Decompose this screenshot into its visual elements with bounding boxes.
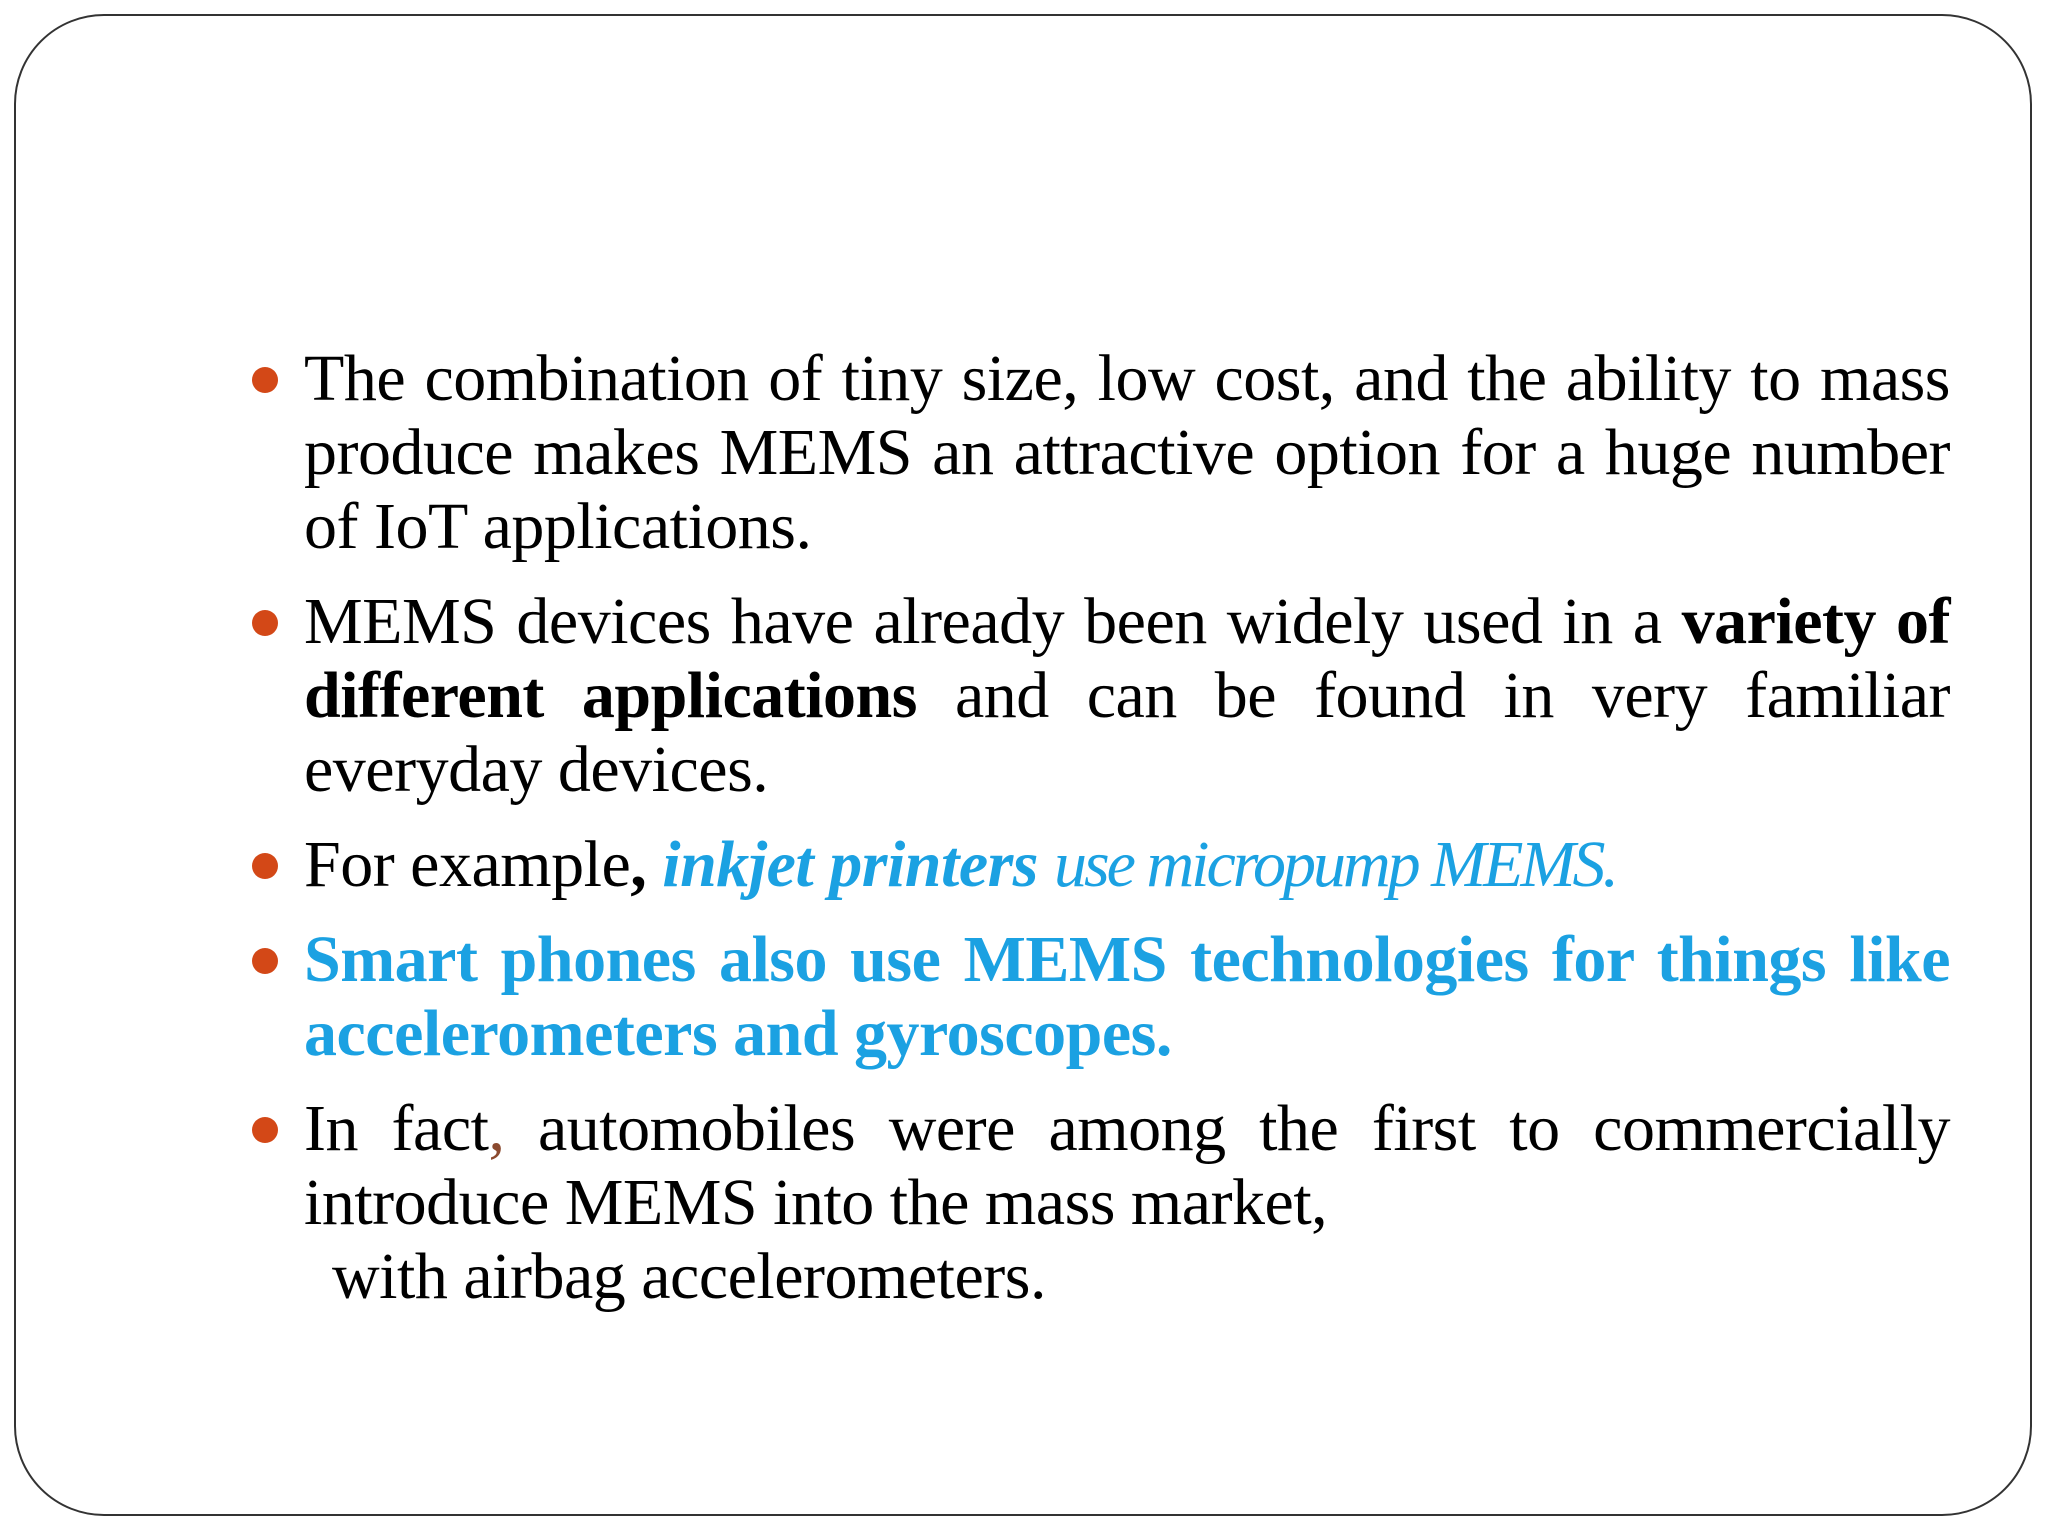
bullet-text: and can be found in very familiar everyday devices. <box>304 659 1950 806</box>
bullet-dot-icon <box>252 610 278 636</box>
bullet-text: For example <box>304 828 631 901</box>
bullet-item-1 <box>252 342 1950 564</box>
slide-frame <box>14 14 2032 1516</box>
bullet-text: MEMS devices have already been widely used in a <box>304 585 1682 658</box>
bullet-dot-icon <box>252 948 278 974</box>
bullet-text: The combination of tiny size, low cost, and the ability to mass produce makes MEMS an attractive option for a huge number of IoT applications. <box>304 342 1950 563</box>
bullet-dot-icon <box>252 367 278 393</box>
bullet-comma: , <box>630 828 647 901</box>
bullet-text: Smart phones also use MEMS technologies for things like accelerometers and gyroscopes. <box>304 923 1950 1070</box>
bullet-list <box>252 342 1950 1335</box>
bullet-text: In fact <box>304 1092 489 1165</box>
bullet-highlight-text: inkjet printers <box>662 828 1038 901</box>
bullet-bold-text: variety of different applications <box>304 585 1950 732</box>
bullet-item-3 <box>252 828 1950 902</box>
bullet-continuation-line: with airbag accelerometers. <box>332 1240 1046 1313</box>
bullet-dot-icon <box>252 853 278 879</box>
bullet-italic-text: use micropump MEMS. <box>1054 828 1616 901</box>
bullet-item-5 <box>252 1092 1950 1314</box>
bullet-item-4 <box>252 923 1950 1071</box>
bullet-item-2 <box>252 585 1950 807</box>
bullet-comma: , <box>488 1092 505 1165</box>
bullet-dot-icon <box>252 1117 278 1143</box>
bullet-text: automobiles were among the first to commercially introduce MEMS into the mass market, <box>304 1092 1950 1239</box>
